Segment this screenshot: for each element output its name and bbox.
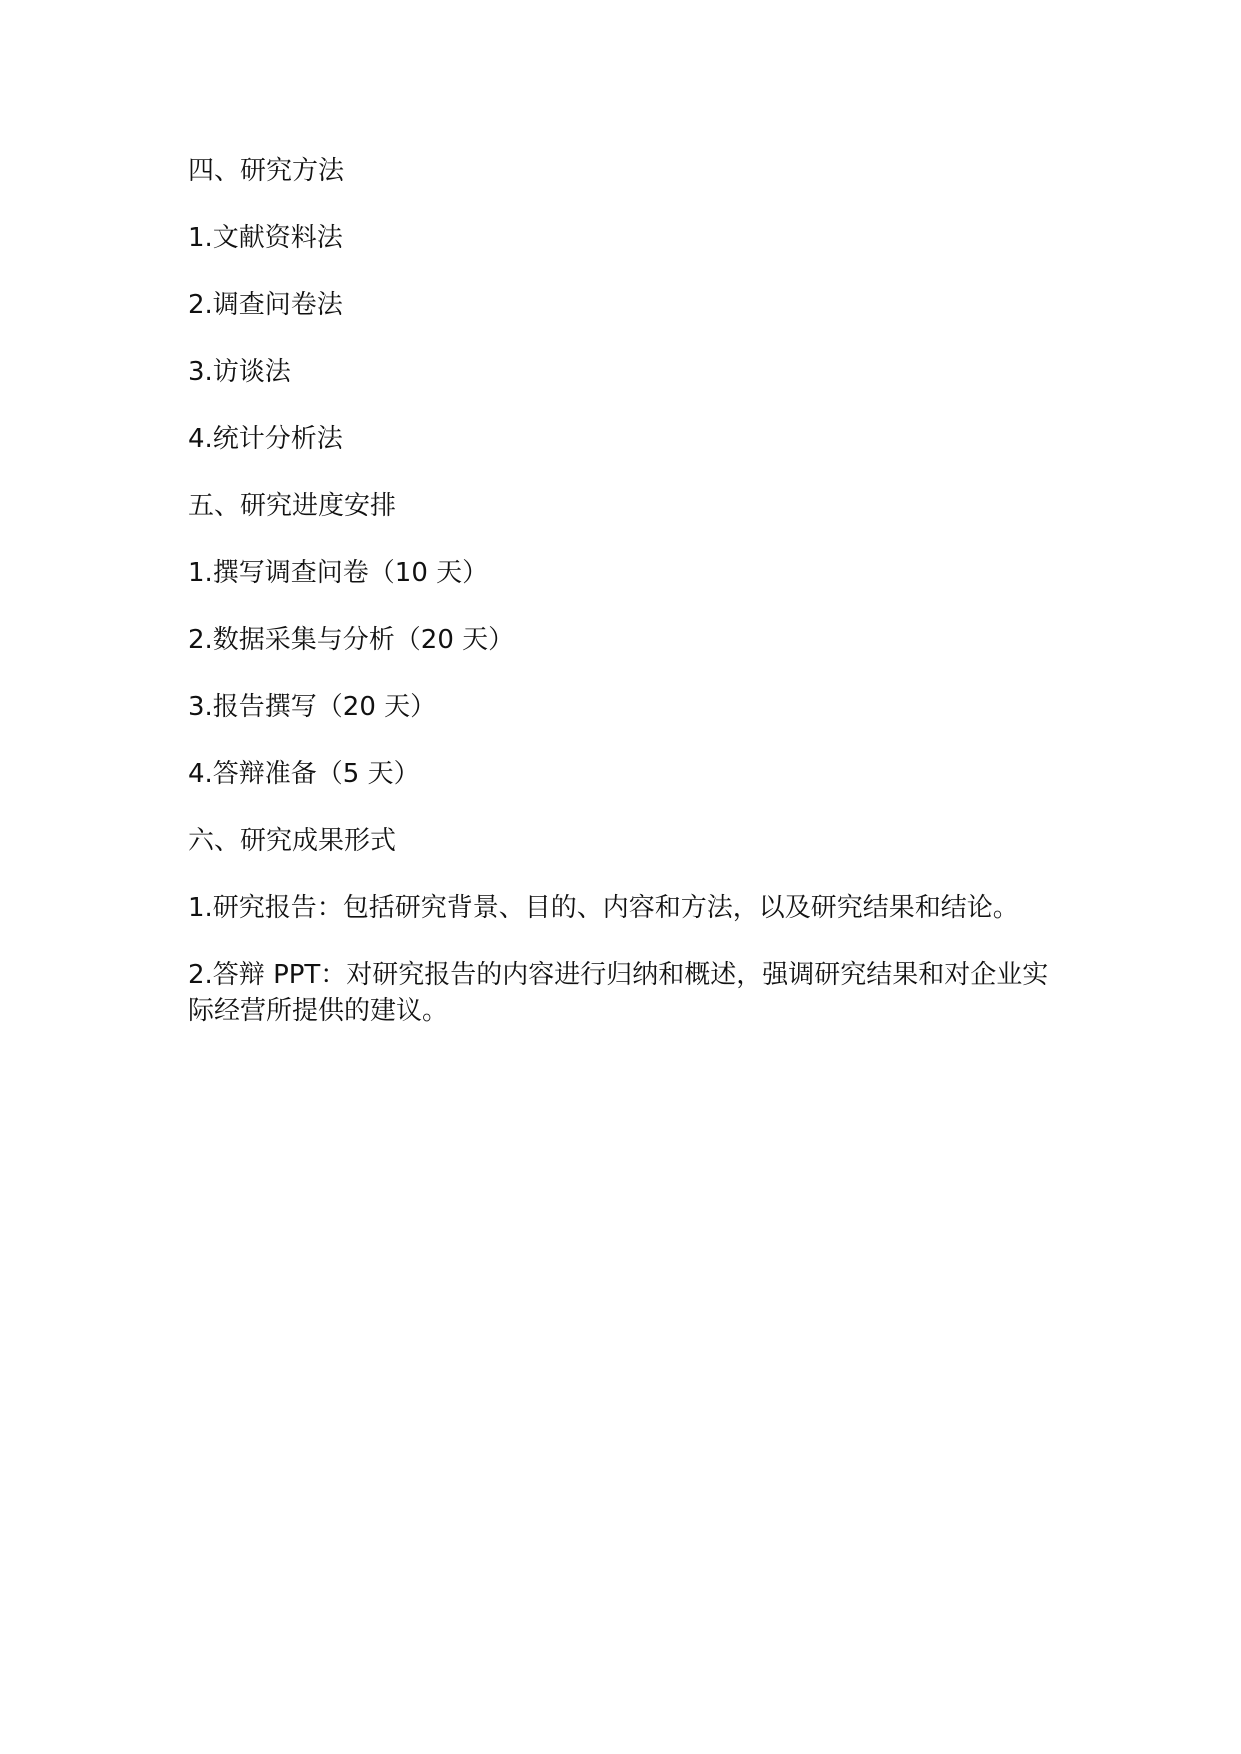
section-heading-schedule: 五、研究进度安排 bbox=[188, 491, 397, 521]
list-item: 2.调查问卷法 bbox=[188, 290, 343, 320]
list-item: 3.访谈法 bbox=[188, 357, 291, 387]
list-item: 2.答辩 PPT：对研究报告的内容进行归纳和概述，强调研究结果和对企业实际经营所提供的建议。 bbox=[188, 960, 1049, 1026]
list-item: 4.统计分析法 bbox=[188, 424, 343, 454]
list-item: 2.数据采集与分析（20 天） bbox=[188, 625, 515, 655]
list-item: 4.答辩准备（5 天） bbox=[188, 759, 420, 789]
list-item: 3.报告撰写（20 天） bbox=[188, 692, 437, 722]
section-heading-research-methods: 四、研究方法 bbox=[188, 156, 345, 186]
section-heading-outcomes: 六、研究成果形式 bbox=[188, 826, 397, 856]
document-body bbox=[188, 153, 1068, 1029]
list-item: 1.文献资料法 bbox=[188, 223, 343, 253]
list-item: 1.研究报告：包括研究背景、目的、内容和方法，以及研究结果和结论。 bbox=[188, 893, 1019, 923]
list-item: 1.撰写调查问卷（10 天） bbox=[188, 558, 489, 588]
